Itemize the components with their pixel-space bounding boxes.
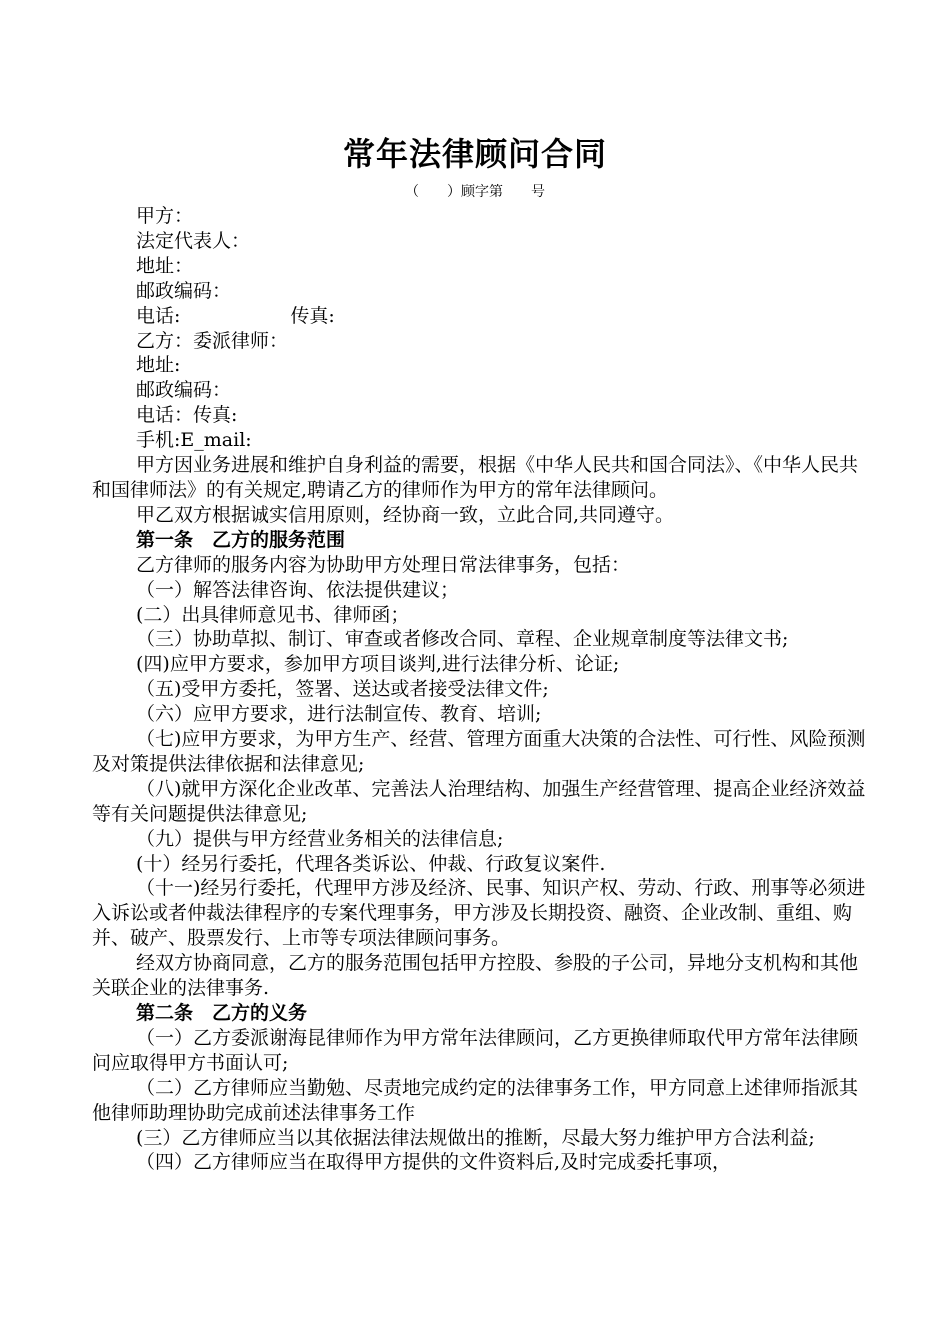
party-b-postcode: 邮政编码： — [136, 379, 232, 402]
party-a-rep: 法定代表人： — [136, 229, 251, 252]
article-1-item: （十一)经另行委托，代理甲方涉及经济、民事、知识产权、劳动、行政、刑事等必须进入诉讼或者仲裁法律程序的专案代理事务，甲方涉及长期投资、融资、企业改制、重组、购并、破产、股票发行、上市等专项法律顾问事务。 — [92, 877, 866, 950]
article-1-item: （八)就甲方深化企业改革、完善法人治理结构、加强生产经营管理、提高企业经济效益等有关问题提供法律意见; — [92, 777, 866, 825]
article-1-item: （七)应甲方要求，为甲方生产、经营、管理方面重大决策的合法性、可行性、风险预测及对策提供法律依据和法律意见; — [92, 728, 866, 775]
intro-paragraph: 甲乙双方根据诚实信用原则，经协商一致，立此合同,共同遵守。 — [136, 503, 675, 526]
article-2-heading: 第二条 乙方的义务 — [136, 1002, 308, 1024]
article-2-item: (三）乙方律师应当以其依据法律法规做出的推断，尽最大努力维护甲方合法利益; — [136, 1126, 815, 1149]
article-2-item: （二）乙方律师应当勤勉、尽责地完成约定的法律事务工作，甲方同意上述律师指派其他律师助理协助完成前述法律事务工作 — [92, 1076, 859, 1124]
article-1-closing: 经双方协商同意，乙方的服务范围包括甲方控股、参股的子公司，异地分支机构和其他关联企业的法律事务. — [92, 952, 859, 1000]
party-a-fax: 传真: — [290, 304, 335, 327]
party-a-name: 甲方： — [136, 205, 194, 227]
article-1-item: （六）应甲方要求，进行法制宣传、教育、培训; — [136, 703, 542, 726]
article-1-item: （一）解答法律咨询、依法提供建议； — [136, 578, 460, 601]
document-number: （ ）顾字第 号 — [405, 184, 545, 200]
article-1-heading: 第一条 乙方的服务范围 — [136, 528, 346, 551]
article-1-item: （三）协助草拟、制订、审查或者修改合同、章程、企业规章制度等法律文书; — [136, 628, 789, 651]
article-1-item: (二）出具律师意见书、律师函； — [136, 603, 410, 626]
party-b-phone-fax: 电话：传真: — [136, 404, 238, 427]
document-title: 常年法律顾问合同 — [342, 135, 607, 173]
article-1-item: (十）经另行委托，代理各类诉讼、仲裁、行政复议案件. — [136, 852, 606, 875]
article-2-item: （一）乙方委派谢海昆律师作为甲方常年法律顾问，乙方更换律师取代甲方常年法律顾问应取得甲方书面认可; — [92, 1026, 859, 1074]
party-a-contact — [92, 304, 872, 329]
intro-paragraph: 甲方因业务进展和维护自身利益的需要，根据《中华人民共和国合同法》、《中华人民共和国律师法》的有关规定,聘请乙方的律师作为甲方的常年法律顾问。 — [92, 454, 859, 501]
article-1-item: (四)应甲方要求，参加甲方项目谈判,进行法律分析、论证; — [136, 653, 620, 676]
party-a-address: 地址： — [136, 254, 194, 277]
party-b-mobile-email: 手机:E_mail: — [136, 429, 252, 452]
article-1-item: （五)受甲方委托，签署、送达或者接受法律文件; — [136, 678, 549, 701]
article-1-lead: 乙方律师的服务内容为协助甲方处理日常法律事务，包括： — [136, 553, 631, 576]
article-2-item: （四）乙方律师应当在取得甲方提供的文件资料后,及时完成委托事项， — [136, 1151, 732, 1174]
party-a-phone: 电话: — [136, 304, 181, 327]
party-a-postcode: 邮政编码： — [136, 279, 232, 302]
party-b-address: 地址: — [136, 354, 181, 377]
party-b-name: 乙方：委派律师： — [136, 329, 289, 352]
document-body — [92, 204, 872, 1175]
article-1-item: （九）提供与甲方经营业务相关的法律信息; — [136, 827, 504, 850]
